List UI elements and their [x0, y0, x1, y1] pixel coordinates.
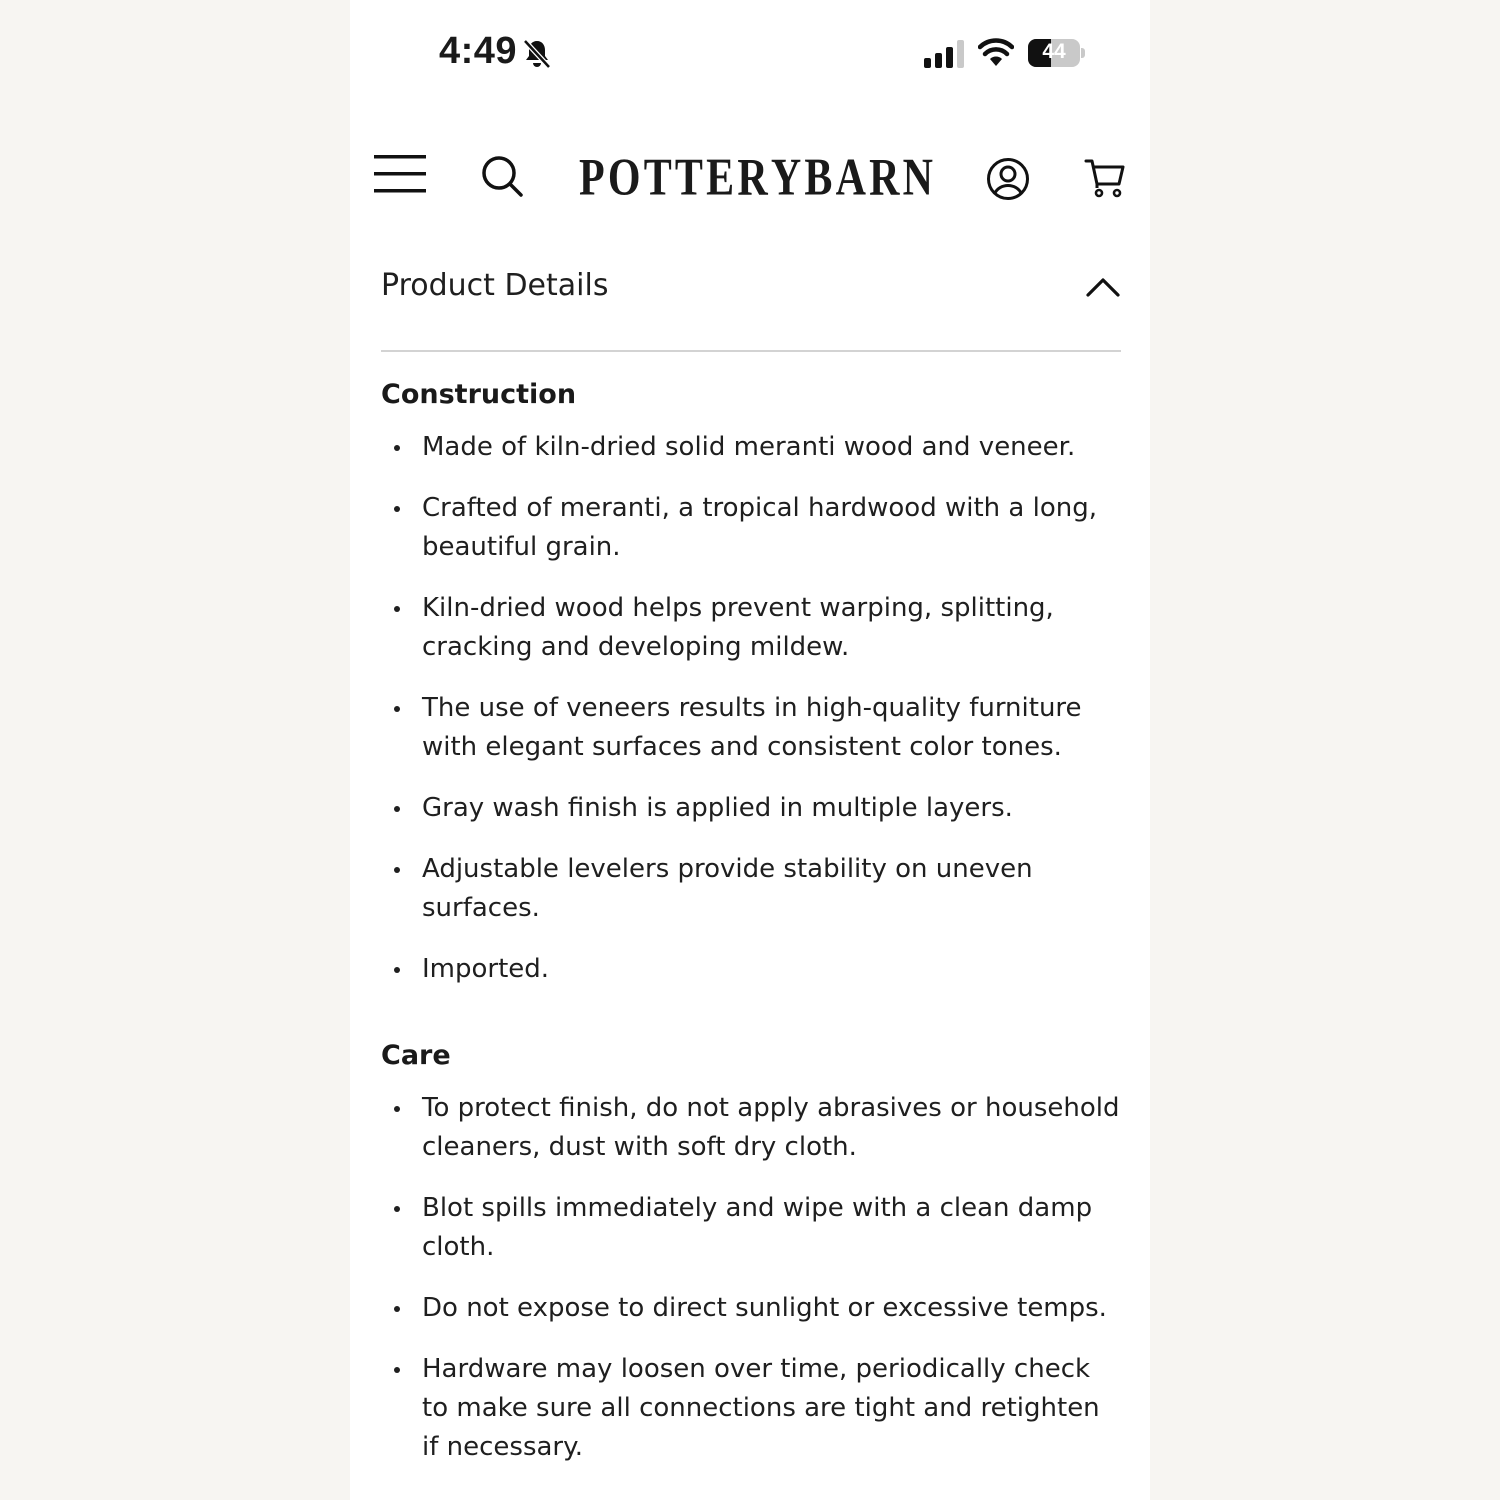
- wifi-icon: [978, 38, 1014, 68]
- list-item: Made of kiln-dried solid meranti wood and veneer.: [381, 428, 1121, 467]
- battery-level: 44: [1042, 40, 1066, 63]
- logo-letter: R: [869, 149, 900, 207]
- bell-slash-icon: [522, 38, 552, 70]
- divider: [381, 350, 1121, 352]
- account-icon[interactable]: [986, 157, 1030, 201]
- care-list: [381, 1089, 1121, 1467]
- list-item: Gray wash finish is applied in multiple layers.: [381, 789, 1121, 828]
- product-details-toggle[interactable]: [381, 262, 1121, 322]
- construction-heading: Construction: [381, 379, 577, 410]
- logo-letter: B: [804, 149, 833, 207]
- logo-letter: R: [737, 149, 768, 207]
- list-item: The use of veneers results in high-quality furniture with elegant surfaces and consistent color tones.: [381, 689, 1121, 767]
- phone-screen: [350, 0, 1150, 1500]
- list-item: Blot spills immediately and wipe with a clean damp cloth.: [381, 1189, 1121, 1267]
- product-details-title: Product Details: [381, 268, 609, 303]
- hamburger-menu-icon[interactable]: [374, 155, 426, 193]
- care-heading: Care: [381, 1040, 451, 1071]
- list-item: To protect finish, do not apply abrasives or household cleaners, dust with soft dry cloth.: [381, 1089, 1121, 1167]
- logo-letter: O: [607, 149, 641, 207]
- list-item: Adjustable levelers provide stability on uneven surfaces.: [381, 850, 1121, 928]
- construction-list: [381, 428, 1121, 989]
- cellular-signal-icon: [924, 40, 966, 68]
- product-details-content: [381, 376, 1121, 1467]
- battery-icon: [1028, 39, 1080, 67]
- logo-letter: A: [835, 149, 866, 207]
- logo-letter: T: [674, 149, 703, 207]
- logo-letter: E: [706, 149, 735, 207]
- construction-section: [381, 376, 1121, 989]
- logo-letter: P: [579, 149, 605, 207]
- care-section: [381, 1037, 1121, 1467]
- logo-letter: T: [643, 149, 672, 207]
- list-item: Kiln-dried wood helps prevent warping, splitting, cracking and developing mildew.: [381, 589, 1121, 667]
- battery-cap: [1081, 48, 1085, 58]
- logo-letter: Y: [770, 149, 802, 207]
- list-item: Hardware may loosen over time, periodically check to make sure all connections are tight and retighten if necessary.: [381, 1350, 1121, 1467]
- search-icon[interactable]: [480, 154, 524, 198]
- status-time: 4:49: [439, 30, 518, 72]
- list-item: Crafted of meranti, a tropical hardwood with a long, beautiful grain.: [381, 489, 1121, 567]
- chevron-up-icon[interactable]: [1085, 274, 1121, 298]
- list-item: Do not expose to direct sunlight or excessive temps.: [381, 1289, 1121, 1328]
- list-item: Imported.: [381, 950, 1121, 989]
- logo-letter: N: [902, 149, 933, 207]
- pottery-barn-logo[interactable]: [579, 143, 933, 213]
- cart-icon[interactable]: [1084, 157, 1126, 199]
